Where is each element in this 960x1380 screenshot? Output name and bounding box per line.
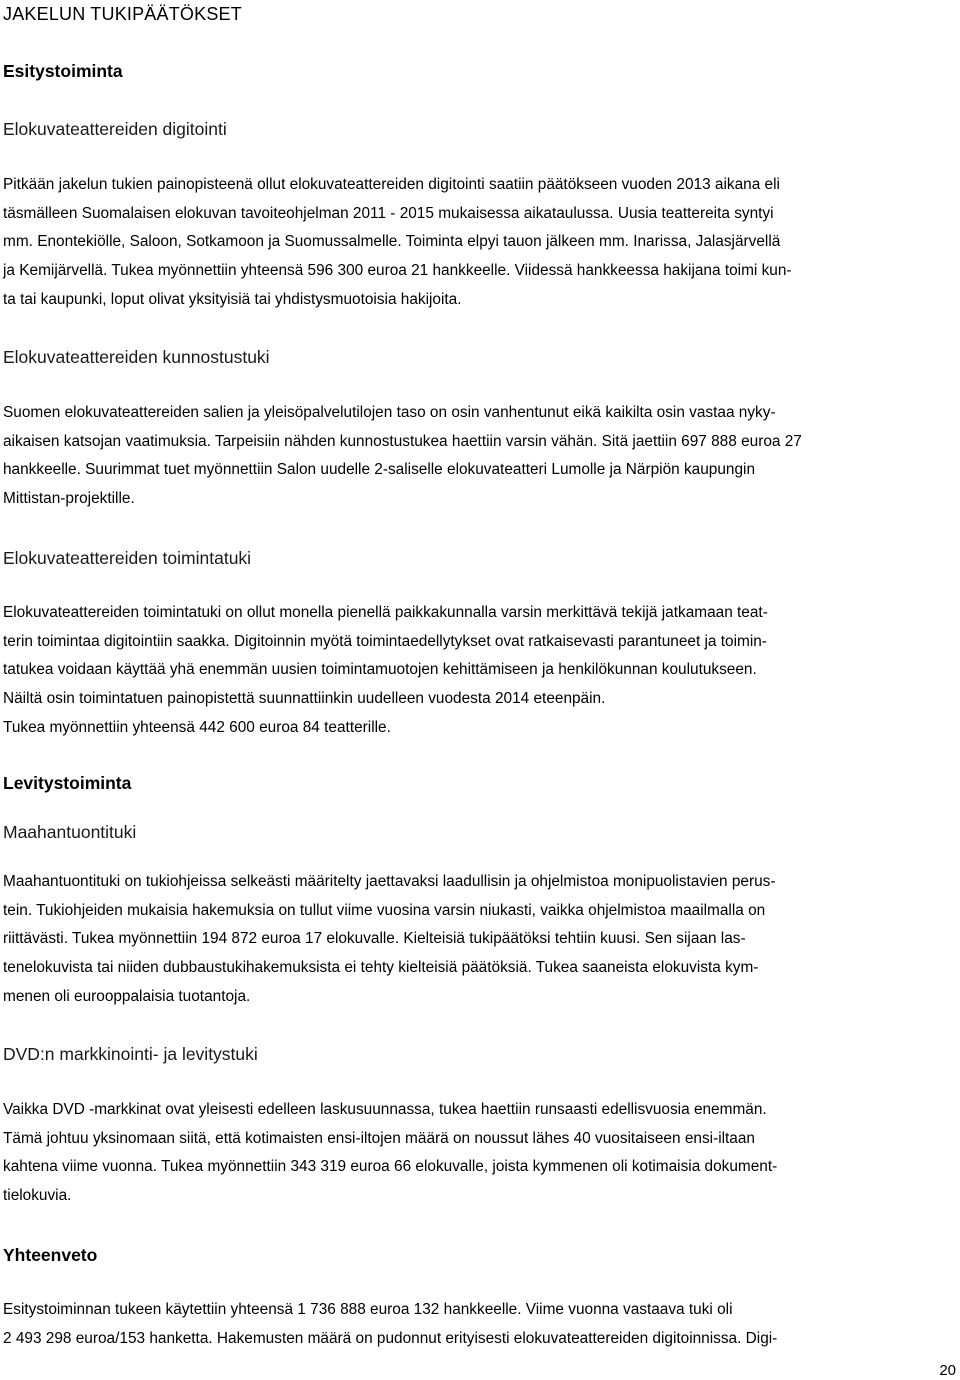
section-heading-levitystoiminta: Levitystoiminta [3, 773, 132, 793]
text-line: kahtena viime vuonna. Tukea myönnettiin 343 319 euroa 66 elokuvalle, joista kymmenen oli kotimaisia dokument- [3, 1158, 778, 1176]
section-heading-esitystoiminta: Esitystoiminta [3, 61, 123, 81]
text-line: 2 493 298 euroa/153 hanketta. Hakemusten määrä on pudonnut erityisesti elokuvateattereiden digitoinnissa. Digi- [3, 1329, 778, 1347]
subheading-maahantuontituki: Maahantuontituki [3, 822, 137, 842]
paragraph-dvd-tuki [3, 1096, 959, 1211]
document-title: JAKELUN TUKIPÄÄTÖKSET [3, 4, 242, 24]
text-line: tein. Tukiohjeiden mukaisia hakemuksia on tullut viime vuosina varsin niukasti, vaikka ohjelmistoa maailmalla on [3, 901, 766, 919]
page-number: 20 [939, 1362, 956, 1379]
text-line: terin toimintaa digitointiin saakka. Digitoinnin myötä toimintaedellytykset ovat ratkaisevasti parantuneet ja toimin- [3, 632, 767, 650]
text-line: mm. Enontekiölle, Saloon, Sotkamoon ja Suomussalmelle. Toiminta elpyi tauon jälkeen mm. Inarissa, Jalasjärvellä [3, 233, 781, 251]
text-line: Mittistan-projektille. [3, 490, 135, 508]
text-line: riittävästi. Tukea myönnettiin 194 872 euroa 17 elokuvalle. Kielteisiä tukipäätöksi tehtiin kuusi. Sen sijaan las- [3, 930, 746, 948]
paragraph-toimintatuki [3, 599, 959, 743]
text-line: Vaikka DVD -markkinat ovat yleisesti edelleen laskusuunnassa, tukea haettiin runsaasti edellisvuosia enemmän. [3, 1101, 767, 1118]
text-line: ja Kemijärvellä. Tukea myönnettiin yhteensä 596 300 euroa 21 hankkeelle. Viidessä hankkeessa hakijana toimi kun- [3, 262, 792, 280]
text-line: Tämä johtuu yksinomaan siitä, että kotimaisten ensi-iltojen määrä on noussut lähes 40 vuositaiseen ensi-iltaan [3, 1129, 755, 1147]
text-line: Maahantuontituki on tukiohjeissa selkeästi määritelty jaettavaksi laadullisin ja ohjelmistoa monipuolistavien perus- [3, 873, 776, 890]
text-line: Esitystoiminnan tukeen käytettiin yhteensä 1 736 888 euroa 132 hankkeelle. Viime vuonna vastaava tuki oli [3, 1301, 733, 1318]
paragraph-yhteenveto [3, 1296, 959, 1353]
paragraph-maahantuontituki [3, 868, 959, 1012]
subheading-toimintatuki: Elokuvateattereiden toimintatuki [3, 548, 252, 568]
text-line: tenelokuvista tai niiden dubbaustukihakemuksista ei tehty kielteisiä päätöksiä. Tukea saaneista elokuvista kym- [3, 959, 759, 977]
subheading-kunnostustuki: Elokuvateattereiden kunnostustuki [3, 347, 270, 367]
text-line: Tukea myönnettiin yhteensä 442 600 euroa 84 teatterille. [3, 718, 391, 736]
text-line: täsmälleen Suomalaisen elokuvan tavoiteohjelman 2011 - 2015 mukaisessa aikataulussa. Uusia teattereita syntyi [3, 204, 774, 222]
paragraph-digitointi [3, 171, 959, 315]
text-line: Suomen elokuvateattereiden salien ja yleisöpalvelutilojen taso on osin vanhentunut eikä kaikilta osin vastaa nyky- [3, 404, 776, 421]
text-line: tielokuvia. [3, 1187, 72, 1205]
text-line: Pitkään jakelun tukien painopisteenä ollut elokuvateattereiden digitointi saatiin päätökseen vuoden 2013 aikana eli [3, 176, 780, 193]
subheading-digitointi: Elokuvateattereiden digitointi [3, 119, 227, 139]
section-heading-yhteenveto: Yhteenveto [3, 1245, 98, 1265]
text-line: menen oli eurooppalaisia tuotantoja. [3, 987, 251, 1005]
paragraph-kunnostustuki [3, 399, 959, 514]
text-line: tatukea voidaan käyttää yhä enemmän uusien toimintamuotojen kehittämiseen ja henkilökunnan koulutukseen. [3, 661, 757, 679]
text-line: Elokuvateattereiden toimintatuki on ollut monella pienellä paikkakunnalla varsin merkittävä tekijä jatkamaan teat- [3, 604, 768, 621]
text-line: ta tai kaupunki, loput olivat yksityisiä tai yhdistysmuotoisia hakijoita. [3, 290, 462, 308]
text-line: hankkeelle. Suurimmat tuet myönnettiin Salon uudelle 2-saliselle elokuvateatteri Lumolle ja Närpiön kaupungin [3, 461, 756, 479]
subheading-dvd-tuki: DVD:n markkinointi- ja levitystuki [3, 1044, 258, 1064]
text-line: aikaisen katsojan vaatimuksia. Tarpeisiin nähden kunnostustukea haettiin varsin vähän. Sitä jaettiin 697 888 euroa 27 [3, 432, 802, 450]
text-line: Näiltä osin toimintatuen painopistettä suunnattiinkin uudelleen vuodesta 2014 eteenpäin. [3, 690, 606, 708]
